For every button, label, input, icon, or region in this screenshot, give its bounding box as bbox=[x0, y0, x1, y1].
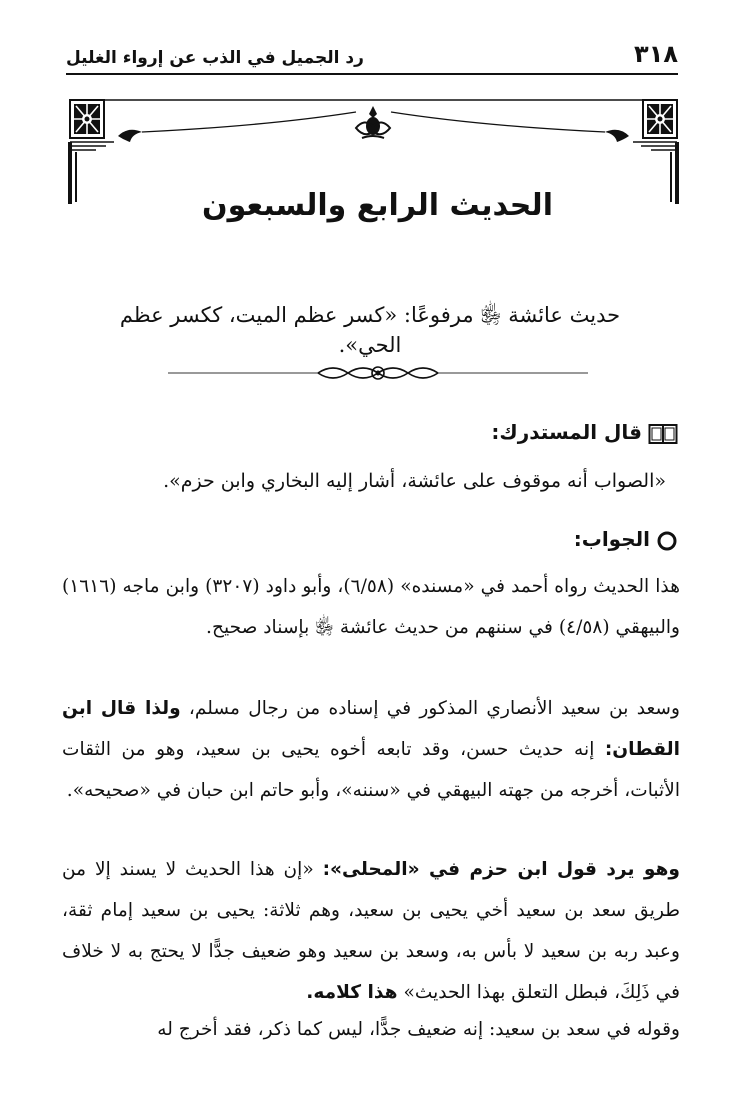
circle-bullet-icon bbox=[656, 530, 678, 552]
answer-paragraph-3 bbox=[62, 849, 680, 1013]
answer-paragraph-4: وقوله في سعد بن سعيد: إنه ضعيف جدًّا، ليس كما ذكر، فقد أخرج له bbox=[157, 1019, 680, 1040]
answer-heading bbox=[66, 527, 678, 552]
header-rule bbox=[66, 73, 678, 75]
running-title: رد الجميل في الذب عن إرواء الغليل bbox=[66, 48, 364, 68]
answer-heading-text: الجواب: bbox=[573, 527, 650, 551]
p2-bold-ibn-qattan: ولذا قال ابن القطان: bbox=[62, 698, 680, 760]
open-book-icon bbox=[648, 423, 678, 445]
p3-quote: «إن هذا الحديث لا يسند إلا من طريق سعد بن سعيد أخي يحيى بن سعيد، وهم ثلاثة: يحيى بن سعيد إمام ثقة، وعبد ربه بن سعيد لا بأس به، وسعد بن سعيد وهو ضعيف جدًّا لا يحتج به لا خلاف في ذَلِكَ، فبطل التعلق بهذا الحديث» bbox=[62, 859, 680, 1003]
section-divider-ornament bbox=[168, 361, 588, 385]
p2-text-c: إنه حديث حسن، وقد تابعه أخوه يحيى بن سعيد، وهو من الثقات الأثبات، أخرجه من جهته البيهقي في «سننه»، وأبو حاتم ابن حبان في «صحيحه». bbox=[62, 739, 680, 801]
running-header bbox=[66, 32, 678, 68]
mustadrak-heading-text: قال المستدرك: bbox=[491, 420, 642, 444]
chapter-title: الحديث الرابع والسبعون bbox=[202, 188, 553, 223]
answer-paragraph-1: هذا الحديث رواه أحمد في «مسنده» (٦/٥٨)، وأبو داود (٣٢٠٧) وابن ماجه (١٦١٦) والبيهقي (٤/٥٨) في سننهم من حديث عائشة ﵂ بإسناد صحيح. bbox=[62, 576, 680, 638]
mustadrak-heading bbox=[66, 420, 678, 445]
hadith-text: حديث عائشة ﵂ مرفوعًا: «كسر عظم الميت، ككسر عظم الحي». bbox=[119, 303, 621, 357]
page-number: ٣١٨ bbox=[634, 40, 678, 68]
answer-paragraph-2 bbox=[62, 688, 680, 811]
center-medallion bbox=[356, 106, 390, 138]
mustadrak-quote: «الصواب أنه موقوف على عائشة، أشار إليه البخاري وابن حزم». bbox=[163, 470, 666, 492]
p2-text-a: وسعد بن سعيد الأنصاري المذكور في إسناده من رجال مسلم، bbox=[180, 698, 680, 719]
p3-bold-lead: وهو يرد قول ابن حزم في «المحلى»: bbox=[322, 859, 680, 880]
p3-bold-end: هذا كلامه. bbox=[306, 982, 398, 1003]
